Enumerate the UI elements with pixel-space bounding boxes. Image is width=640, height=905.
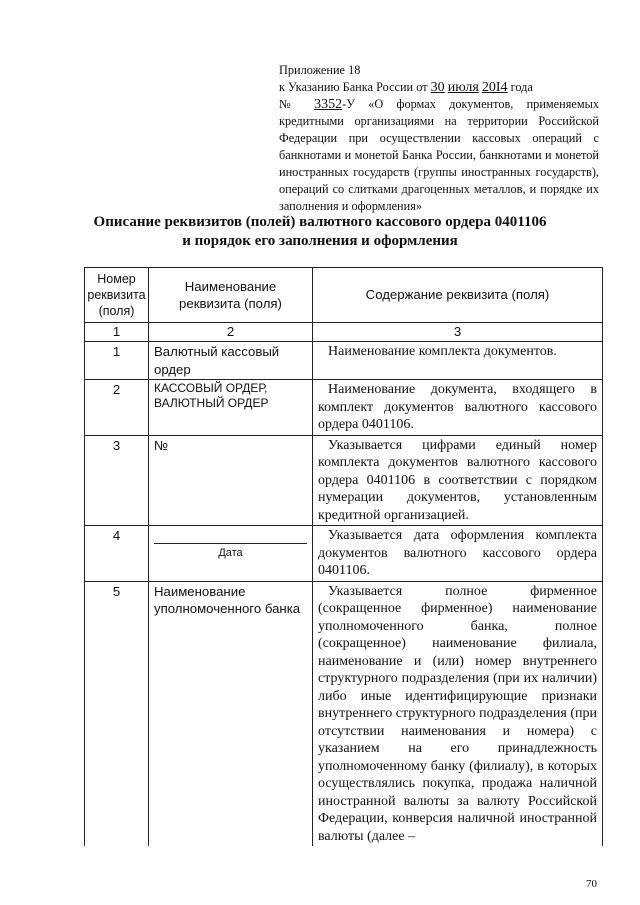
appendix-day: 30 [430, 80, 445, 95]
header-content: Содержание реквизита (поля) [313, 268, 603, 323]
row-content: Наименование комплекта документов. [313, 342, 603, 380]
header-name: Наименование реквизита (поля) [149, 268, 313, 323]
table-row [85, 435, 603, 526]
table-row [85, 526, 603, 582]
col-number-2: 2 [149, 323, 313, 342]
title-line-2: и порядок его заполнения и оформления [182, 233, 458, 249]
appendix-year: 20I4 [481, 80, 508, 95]
table-row [85, 380, 603, 436]
col-number-1: 1 [85, 323, 149, 342]
requisites-table [84, 267, 603, 846]
appendix-month: июля [447, 80, 479, 95]
appendix-header [279, 62, 599, 215]
column-numbers-row [85, 323, 603, 342]
row-content: Указывается дата оформления комплекта документов валютного кассового ордера 0401106. [313, 526, 603, 582]
appendix-title: Приложение 18 [279, 63, 361, 77]
table-row [85, 342, 603, 380]
table-row [85, 581, 603, 846]
row-name: Валютный кассовый ордер [149, 342, 313, 380]
row-number: 1 [85, 342, 149, 380]
row-number: 5 [85, 581, 149, 846]
appendix-to: к Указанию Банка России от [279, 80, 428, 94]
appendix-text: «О формах документов, применяемых кредитными организациями на территории Российской Федерации при осуществлении кассовых операций с банкнотами и монетой Банка России, банкнотами и монетой иностранных государств (группы иностранных государств), операций со слитками драгоценных металлов, и порядке их заполнения и оформления» [279, 97, 600, 213]
appendix-year-suffix: года [510, 80, 533, 94]
row-content: Указывается цифрами единый номер комплекта документов валютного кассового ордера 0401106 в соответствии с порядком нумерации документов, установленным кредитной организацией. [313, 435, 603, 526]
row-name: КАССОВЫЙ ОРДЕР, ВАЛЮТНЫЙ ОРДЕР [149, 380, 313, 436]
table-header-row [85, 268, 603, 323]
page-number: 70 [586, 878, 597, 890]
date-line-label: Дата [154, 543, 307, 560]
appendix-number: 3352 [314, 97, 343, 112]
appendix-number-suffix: -У [342, 97, 355, 111]
row-number: 3 [85, 435, 149, 526]
row-name: Наименование уполномоченного банка [149, 581, 313, 846]
title-line-1: Описание реквизитов (полей) валютного кассового ордера 0401106 [93, 214, 547, 230]
row-content: Указывается полное фирменное (сокращенное фирменное) наименование уполномоченного банка, полное (сокращенное) наименование филиала, наименование и (или) номер внутреннего структурного подразделения (при их наличии) либо иные идентифицирующие признаки внутреннего структурного подразделения (при отсутствии наименования и номера) с указанием на его принадлежность уполномоченному банку (филиалу), в которых осуществлялись покупка, продажа наличной иностранной валюты за валюту Российской Федерации, конверсия наличной иностранной валюты (далее – [313, 581, 603, 846]
row-content: Наименование документа, входящего в комплект документов валютного кассового ордера 0401106. [313, 380, 603, 436]
document-title [40, 213, 600, 251]
row-name [149, 526, 313, 582]
col-number-3: 3 [313, 323, 603, 342]
header-number: Номер реквизита (поля) [85, 268, 149, 323]
row-number: 2 [85, 380, 149, 436]
row-number: 4 [85, 526, 149, 582]
row-name: № [149, 435, 313, 526]
appendix-number-sign: № [279, 97, 301, 111]
